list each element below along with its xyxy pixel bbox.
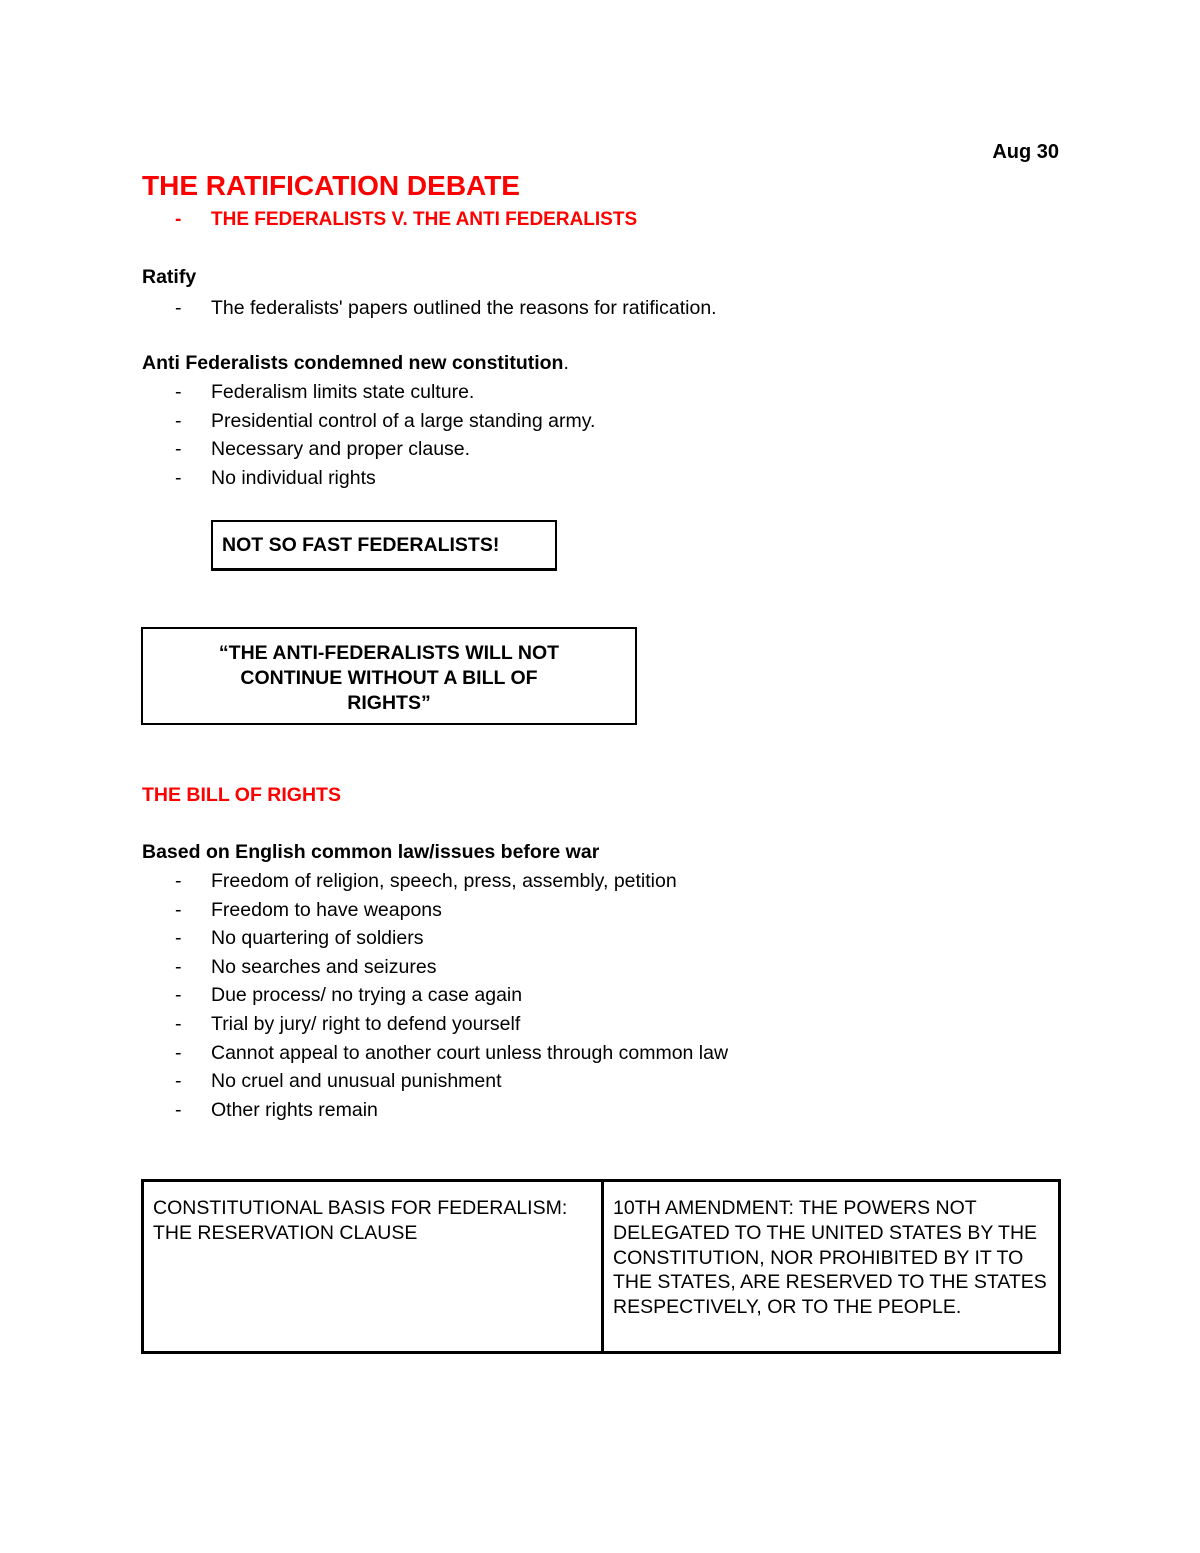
list-item-text: Federalism limits state culture. bbox=[211, 381, 475, 403]
list-dash: - bbox=[175, 1098, 182, 1121]
table-row bbox=[143, 1181, 1060, 1353]
list-item-text: Other rights remain bbox=[211, 1098, 378, 1121]
list-dash: - bbox=[175, 898, 182, 921]
list-item bbox=[175, 294, 717, 323]
list-dash: - bbox=[175, 297, 182, 319]
callout-quote-text: “THE ANTI-FEDERALISTS WILL NOT CONTINUE WITHOUT A BILL OF RIGHTS” bbox=[218, 642, 560, 714]
subtitle-dash: - bbox=[175, 209, 182, 230]
list-item-text: No searches and seizures bbox=[211, 955, 437, 978]
list-item-text: The federalists' papers outlined the reasons for ratification. bbox=[211, 297, 717, 319]
list-dash: - bbox=[175, 438, 182, 461]
reservation-clause-table bbox=[141, 1179, 1061, 1354]
list-item bbox=[175, 1039, 728, 1068]
list-dash: - bbox=[175, 984, 182, 1007]
ratify-list bbox=[175, 294, 717, 323]
list-dash: - bbox=[175, 409, 182, 432]
list-item-text: Freedom to have weapons bbox=[211, 898, 442, 921]
page-subtitle bbox=[175, 209, 637, 231]
list-item-text: Trial by jury/ right to defend yourself bbox=[211, 1012, 521, 1035]
list-dash: - bbox=[175, 466, 182, 489]
page-title: THE RATIFICATION DEBATE bbox=[142, 170, 520, 201]
list-item bbox=[175, 981, 728, 1010]
anti-federalists-heading bbox=[142, 352, 569, 375]
list-item bbox=[175, 896, 728, 925]
list-dash: - bbox=[175, 955, 182, 978]
list-item-text: Presidential control of a large standing army. bbox=[211, 409, 596, 432]
list-dash: - bbox=[175, 1041, 182, 1064]
list-dash: - bbox=[175, 1070, 182, 1093]
list-item bbox=[175, 867, 728, 896]
list-item-text: No cruel and unusual punishment bbox=[211, 1070, 502, 1093]
list-item bbox=[175, 407, 595, 436]
bill-of-rights-list bbox=[175, 867, 728, 1124]
list-item bbox=[175, 1096, 728, 1125]
list-dash: - bbox=[175, 1012, 182, 1035]
bill-of-rights-heading: Based on English common law/issues before war bbox=[142, 841, 600, 863]
list-item bbox=[175, 1010, 728, 1039]
callout-bill-of-rights-quote bbox=[141, 627, 637, 725]
list-item bbox=[175, 378, 595, 407]
list-item bbox=[175, 953, 728, 982]
table-cell-left: CONSTITUTIONAL BASIS FOR FEDERALISM: THE RESERVATION CLAUSE bbox=[143, 1181, 603, 1353]
callout-not-so-fast: NOT SO FAST FEDERALISTS! bbox=[211, 520, 557, 571]
list-dash: - bbox=[175, 870, 182, 892]
list-item-text: Cannot appeal to another court unless through common law bbox=[211, 1041, 729, 1064]
ratify-heading: Ratify bbox=[142, 266, 197, 288]
anti-heading-text: Anti Federalists condemned new constitution bbox=[142, 352, 564, 374]
subtitle-text: THE FEDERALISTS V. THE ANTI FEDERALISTS bbox=[211, 209, 638, 230]
list-item bbox=[175, 464, 595, 493]
list-item-text: No individual rights bbox=[211, 466, 376, 489]
list-item bbox=[175, 924, 728, 953]
list-item bbox=[175, 1067, 728, 1096]
list-item-text: Due process/ no trying a case again bbox=[211, 984, 523, 1007]
list-dash: - bbox=[175, 381, 182, 403]
list-item-text: No quartering of soldiers bbox=[211, 927, 424, 950]
list-item-text: Freedom of religion, speech, press, assembly, petition bbox=[211, 870, 677, 892]
list-dash: - bbox=[175, 927, 182, 950]
bill-of-rights-title: THE BILL OF RIGHTS bbox=[142, 784, 341, 806]
list-item-text: Necessary and proper clause. bbox=[211, 438, 471, 461]
table-cell-right: 10TH AMENDMENT: THE POWERS NOT DELEGATED TO THE UNITED STATES BY THE CONSTITUTION, NOR PROHIBITED BY IT TO THE STATES, ARE RESERVED TO THE STATES RESPECTIVELY, OR TO THE PEOPLE. bbox=[603, 1181, 1060, 1353]
anti-federalists-list bbox=[175, 378, 595, 492]
note-date: Aug 30 bbox=[992, 141, 1059, 163]
list-item bbox=[175, 435, 595, 464]
anti-heading-suffix: . bbox=[563, 352, 569, 374]
